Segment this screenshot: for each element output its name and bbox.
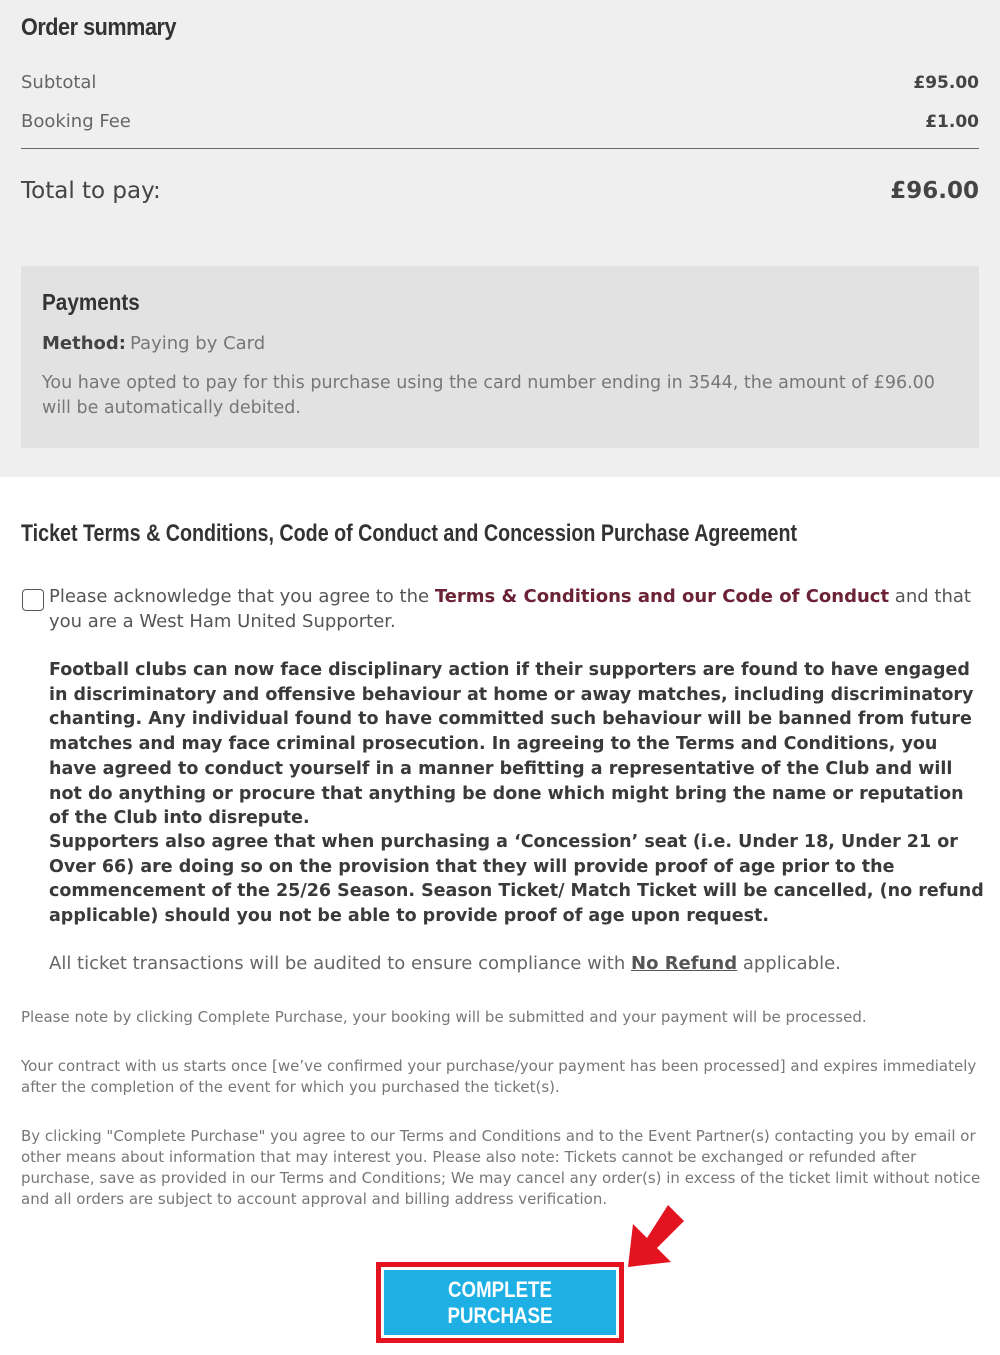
terms-conduct-link[interactable]: Terms & Conditions and our Code of Conduct (434, 586, 890, 607)
subtotal-value: £95.00 (913, 73, 979, 93)
audit-text-before: All ticket transactions will be audited to ensure compliance with (49, 953, 631, 974)
no-refund-link[interactable]: No Refund (631, 953, 738, 974)
total-label: Total to pay: (21, 178, 161, 204)
order-summary-title: Order summary (21, 14, 177, 41)
arrow-down-left-icon (624, 1205, 690, 1271)
payments-title: Payments (42, 289, 140, 315)
terms-agree-checkbox[interactable] (22, 589, 44, 611)
audit-notice (49, 953, 841, 974)
audit-text-after: applicable. (737, 953, 841, 974)
booking-fee-label: Booking Fee (21, 111, 131, 132)
submit-note: Please note by clicking Complete Purchase, your booking will be submitted and your payment will be processed. (21, 1008, 867, 1026)
concession-paragraph: Supporters also agree that when purchasing a ‘Concession’ seat (i.e. Under 18, Under 21 or Over 66) are doing so on the provision that they will provide proof of age prior to the commencement of the 25/26 Season. Season Ticket/ Match Ticket will be cancelled, (no refund applicable) should you not be able to provide proof of age upon request. (49, 832, 984, 927)
complete-purchase-label: COMPLETE PURCHASE (447, 1276, 553, 1328)
terms-acknowledgement (49, 584, 984, 634)
terms-title: Ticket Terms & Conditions, Code of Conduct and Concession Purchase Agreement (21, 520, 798, 547)
ack-text-before: Please acknowledge that you agree to the (49, 586, 435, 607)
contract-note: Your contract with us starts once [we’ve confirmed your purchase/your payment has been processed] and expires immediately after the completion of the event for which you purchased the ticket(s). (21, 1057, 977, 1096)
complete-purchase-button[interactable] (384, 1270, 616, 1335)
agreement-note: By clicking "Complete Purchase" you agree to our Terms and Conditions and to the Event Partner(s) contacting you by email or other means about information that may interest you. Please also note: Tickets cannot be exchanged or refunded after purchase, save as provided in our Terms and Conditions; We may cancel any order(s) in excess of the ticket limit without notice and all orders are subject to account approval and billing address verification. (21, 1127, 981, 1208)
payment-description: You have opted to pay for this purchase using the card number ending in 3544, the amount of £96.00 will be automatically debited. (42, 373, 935, 418)
payment-method-label: Method: (42, 333, 126, 354)
booking-fee-value: £1.00 (925, 112, 979, 132)
discipline-paragraph: Football clubs can now face disciplinary action if their supporters are found to have engaged in discriminatory and offensive behaviour at home or away matches, including discriminatory chanting. Any individual found to have committed such behaviour will be banned from future matches and may face criminal prosecution. In agreeing to the Terms and Conditions, you have agreed to conduct yourself in a manner befitting a representative of the Club and will not do anything or procure that anything be done which might bring the name or reputation of the Club into disrepute. (49, 660, 974, 829)
ack-text-after: and that you are a West Ham United Supporter. (49, 586, 971, 632)
subtotal-label: Subtotal (21, 72, 97, 93)
total-value: £96.00 (890, 178, 979, 204)
payment-method-value: Paying by Card (130, 333, 266, 354)
summary-divider (21, 148, 979, 149)
